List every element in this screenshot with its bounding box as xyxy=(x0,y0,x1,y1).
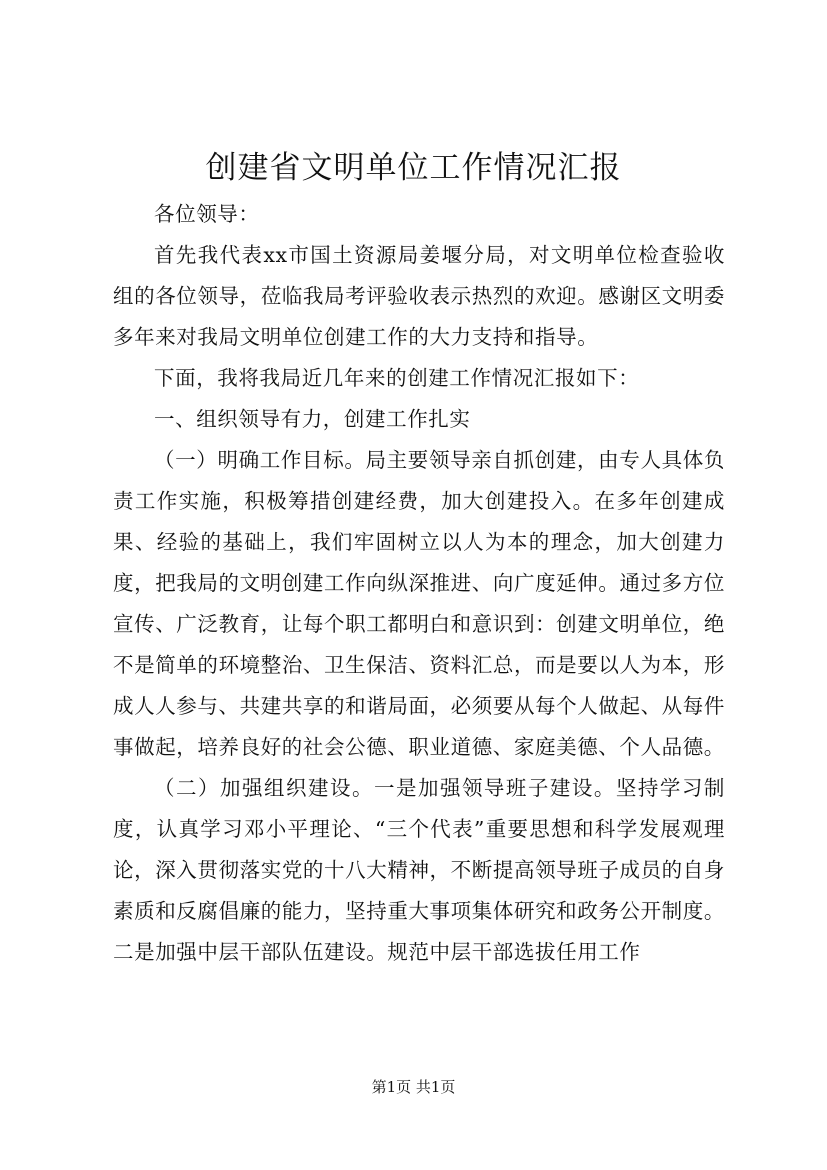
intro-paragraph: 首先我代表xx市国土资源局姜堰分局，对文明单位检查验收组的各位领导，莅临我局考评验收表示热烈的欢迎。感谢区文明委多年来对我局文明单位创建工作的大力支持和指导。 xyxy=(113,243,725,349)
salutation-paragraph: 各位领导： xyxy=(154,202,260,226)
page-footer: 第1页 共1页 xyxy=(371,1078,456,1096)
document-title: 创建省文明单位工作情况汇报 xyxy=(205,150,622,186)
body-paragraph: （一）明确工作目标。局主要领导亲自抓创建，由专人具体负责工作实施，积极筹措创建经费，加大创建投入。在多年创建成果、经验的基础上，我们牢固树立以人为本的理念，加大创建力度，把我局的文明创建工作向纵深推进、向广度延伸。通过多方位宣传、广泛教育，让每个职工都明白和意识到：创建文明单位，绝不是简单的环境整治、卫生保洁、资料汇总，而是要以人为本，形成人人参与、共建共享的和谐局面，必须要从每个人做起、从每件事做起，培养良好的社会公德、职业道德、家庭美德、个人品德。 xyxy=(113,448,725,759)
section-heading: 一、组织领导有力，创建工作扎实 xyxy=(154,407,471,431)
transition-paragraph: 下面，我将我局近几年来的创建工作情况汇报如下： xyxy=(154,366,640,390)
body-paragraph: （二）加强组织建设。一是加强领导班子建设。坚持学习制度，认真学习邓小平理论、“三个代表”重要思想和科学发展观理论，深入贯彻落实党的十八大精神，不断提高领导班子成员的自身素质和反腐倡廉的能力，坚持重大事项集体研究和政务公开制度。二是加强中层干部队伍建设。规范中层干部选拔任用工作 xyxy=(113,776,725,964)
document-body xyxy=(113,194,725,973)
